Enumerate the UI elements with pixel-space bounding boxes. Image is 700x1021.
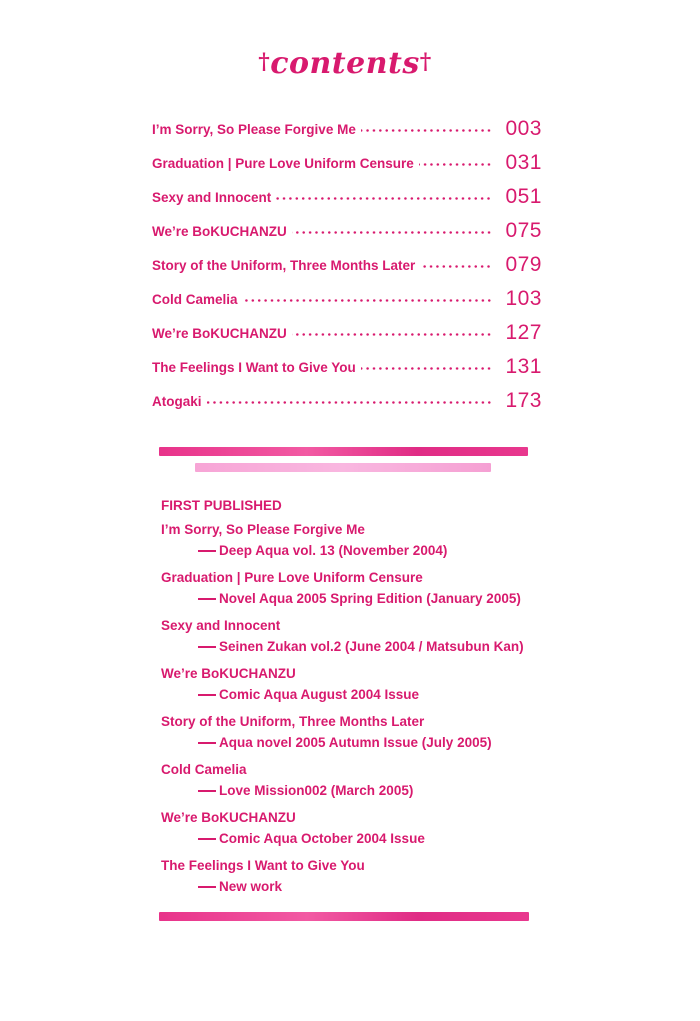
publication-entry [161, 616, 561, 664]
publication-source-text: New work [219, 879, 283, 894]
publication-title: We’re BoKUCHANZU [161, 666, 296, 681]
dot-leader [243, 299, 492, 302]
publication-entry [161, 664, 561, 712]
divider-bar-bottom [159, 912, 529, 921]
publication-title: The Feelings I Want to Give You [161, 858, 365, 873]
publication-source-text: Love Mission002 (March 2005) [219, 783, 414, 798]
toc-page-number: 031 [505, 151, 542, 174]
toc-chapter-title: Sexy and Innocent [152, 189, 272, 205]
toc-row [152, 146, 542, 180]
dot-leader [419, 163, 492, 166]
dash-icon [198, 550, 216, 552]
toc-page-number: 003 [505, 117, 542, 140]
toc-chapter-title: Graduation | Pure Love Uniform Censure [152, 155, 414, 171]
publication-source [161, 877, 561, 897]
publication-title: Cold Camelia [161, 762, 247, 777]
toc-row [152, 112, 542, 146]
toc-row [152, 384, 542, 418]
publication-entry [161, 520, 561, 568]
toc-chapter-title: The Feelings I Want to Give You [152, 359, 356, 375]
publication-source [161, 733, 561, 753]
toc-page-number: 079 [505, 253, 542, 276]
publication-source-text: Comic Aqua October 2004 Issue [219, 831, 425, 846]
dot-leader [420, 265, 492, 268]
publication-source-text: Aqua novel 2005 Autumn Issue (July 2005) [219, 735, 492, 750]
toc-row [152, 248, 542, 282]
dash-icon [198, 694, 216, 696]
toc-page-number: 127 [505, 321, 542, 344]
publication-source [161, 541, 561, 561]
dash-icon [198, 646, 216, 648]
publication-title: Sexy and Innocent [161, 618, 281, 633]
publication-source [161, 829, 561, 849]
publication-source [161, 589, 561, 609]
publication-source-text: Deep Aqua vol. 13 (November 2004) [219, 543, 448, 558]
toc-chapter-title: We’re BoKUCHANZU [152, 325, 287, 341]
dash-icon [198, 790, 216, 792]
table-of-contents [152, 112, 542, 418]
publication-entry [161, 712, 561, 760]
dash-icon [198, 886, 216, 888]
publication-entry [161, 808, 561, 856]
publication-source-text: Seinen Zukan vol.2 (June 2004 / Matsubun Kan) [219, 639, 524, 654]
dot-leader [292, 333, 492, 336]
toc-row [152, 350, 542, 384]
first-published-section [161, 496, 561, 904]
toc-page-number: 173 [505, 389, 542, 412]
dot-leader [361, 367, 492, 370]
dash-icon [198, 598, 216, 600]
publication-source [161, 685, 561, 705]
toc-chapter-title: I’m Sorry, So Please Forgive Me [152, 121, 356, 137]
toc-page-number: 131 [505, 355, 542, 378]
contents-title-text: contents [270, 46, 420, 81]
publication-entry [161, 568, 561, 616]
publication-title: Story of the Uniform, Three Months Later [161, 714, 425, 729]
dagger-right-icon: † [419, 49, 432, 75]
dot-leader [207, 401, 492, 404]
toc-page-number: 103 [505, 287, 542, 310]
toc-page-number: 075 [505, 219, 542, 242]
first-published-heading: FIRST PUBLISHED [161, 498, 282, 513]
dash-icon [198, 838, 216, 840]
publication-entry [161, 856, 561, 904]
publication-source [161, 781, 561, 801]
publication-title: I’m Sorry, So Please Forgive Me [161, 522, 365, 537]
toc-row [152, 180, 542, 214]
toc-chapter-title: Cold Camelia [152, 291, 238, 307]
publication-source [161, 637, 561, 657]
contents-title [0, 46, 690, 81]
publication-title: Graduation | Pure Love Uniform Censure [161, 570, 423, 585]
toc-chapter-title: Atogaki [152, 393, 202, 409]
dagger-left-icon: † [258, 49, 271, 75]
toc-row [152, 214, 542, 248]
publication-entry [161, 760, 561, 808]
toc-chapter-title: We’re BoKUCHANZU [152, 223, 287, 239]
toc-row [152, 316, 542, 350]
toc-chapter-title: Story of the Uniform, Three Months Later [152, 257, 416, 273]
publication-title: We’re BoKUCHANZU [161, 810, 296, 825]
dash-icon [198, 742, 216, 744]
dot-leader [361, 129, 492, 132]
publication-source-text: Comic Aqua August 2004 Issue [219, 687, 420, 702]
publication-source-text: Novel Aqua 2005 Spring Edition (January 2005) [219, 591, 521, 606]
toc-page-number: 051 [505, 185, 542, 208]
divider-bar-light [195, 463, 491, 472]
divider-bar-top [159, 447, 528, 456]
dot-leader [276, 197, 492, 200]
dot-leader [292, 231, 492, 234]
toc-row [152, 282, 542, 316]
